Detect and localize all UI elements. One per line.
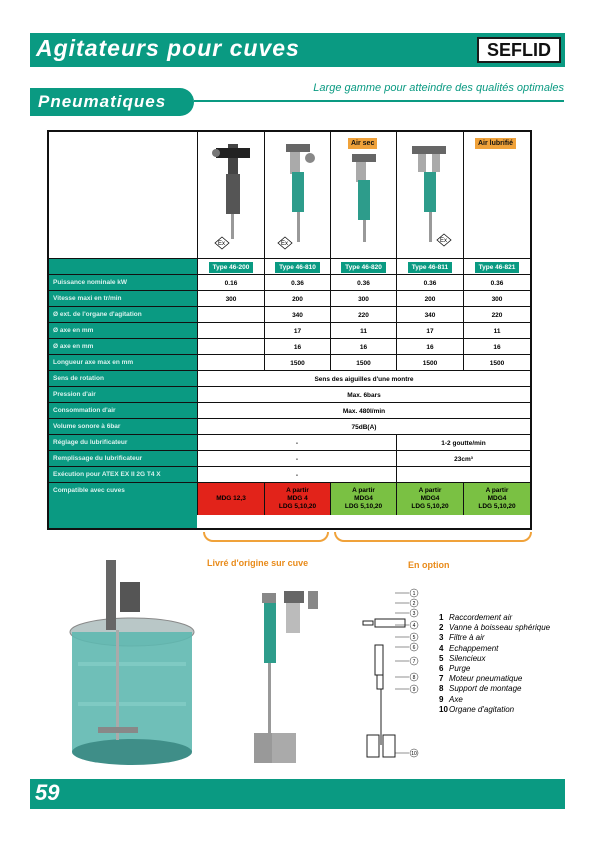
table-cell: Max. 6bars <box>197 387 530 403</box>
legend-text: Purge <box>449 664 471 674</box>
table-cell <box>197 355 264 371</box>
footer-bar <box>30 779 565 809</box>
mixer-photo <box>248 583 328 773</box>
row-label: Consommation d'air <box>53 407 116 414</box>
table-cell: 16 <box>264 339 330 355</box>
table-cell: 0.16 <box>197 275 264 291</box>
table-cell: 17 <box>264 323 330 339</box>
callout-10 <box>395 749 418 757</box>
table-cell: 0.36 <box>330 275 396 291</box>
legend-number: 7 <box>439 674 444 684</box>
callout-5 <box>395 633 418 641</box>
bracket-option <box>334 532 532 542</box>
legend-text: Organe d'agitation <box>449 704 515 714</box>
callout-3 <box>395 609 418 617</box>
table-cell: 1500 <box>330 355 396 371</box>
table-row <box>49 386 530 403</box>
table-cell: 200 <box>264 291 330 307</box>
legend-text: Filtre à air <box>449 633 485 643</box>
table-cell: - <box>197 467 396 483</box>
col-divider <box>330 132 331 258</box>
legend-text: Vanne à boisseau sphérique <box>449 623 551 633</box>
table-cell: 0.36 <box>396 275 463 291</box>
callout-1 <box>395 589 418 597</box>
product-image-46-200 <box>200 134 262 254</box>
svg-text:8: 8 <box>412 675 416 681</box>
section-tagline: Large gamme pour atteindre des qualités optimales <box>313 82 564 94</box>
row-label: Vitesse maxi en tr/min <box>53 295 122 302</box>
legend-item <box>439 664 550 674</box>
table-cell <box>264 259 330 275</box>
callout-6 <box>395 643 418 651</box>
legend-number: 1 <box>439 613 444 622</box>
table-cell: 0.36 <box>463 275 530 291</box>
svg-text:10: 10 <box>411 751 417 757</box>
row-label: Remplissage du lubrificateur <box>53 455 143 462</box>
legend-text: Raccordement air <box>449 613 513 622</box>
table-cell: 23cm³ <box>396 451 530 467</box>
table-cell <box>396 467 530 483</box>
type-label: Type 46-811 <box>408 262 452 273</box>
table-cell: 1500 <box>264 355 330 371</box>
legend-text: Silencieux <box>449 653 486 663</box>
table-cell: Sens des aiguilles d'une montre <box>197 371 530 387</box>
legend-item <box>439 613 550 623</box>
legend-item <box>439 623 550 633</box>
section-subtitle: Pneumatiques <box>38 92 167 111</box>
legend-text: Moteur pneumatique <box>449 674 523 684</box>
table-cell: 1500 <box>463 355 530 371</box>
col-divider <box>463 132 464 258</box>
table-row <box>49 450 530 467</box>
brand-logo: SEFLID <box>477 37 561 63</box>
table-cell <box>330 259 396 275</box>
row-label: Ø axe en mm <box>53 327 94 334</box>
row-label: Sens de rotation <box>53 375 104 382</box>
type-label: Type 46-821 <box>475 262 520 273</box>
legend-number: 3 <box>439 633 444 643</box>
table-cell: 11 <box>463 323 530 339</box>
table-cell <box>396 259 463 275</box>
atex-icon <box>277 236 293 250</box>
svg-text:Ex: Ex <box>281 241 289 247</box>
table-cell: A partir MDG4 LDG 5,10,20 <box>463 483 530 515</box>
table-cell: 220 <box>330 307 396 323</box>
svg-text:7: 7 <box>412 659 416 665</box>
table-cell: A partir MDG4 LDG 5,10,20 <box>396 483 463 515</box>
table-cell <box>463 259 530 275</box>
table-cell: 17 <box>396 323 463 339</box>
type-label: Type 46-200 <box>209 262 254 273</box>
table-row <box>49 370 530 387</box>
svg-text:5: 5 <box>412 635 416 641</box>
callout-4 <box>395 621 418 629</box>
caption-delivered: Livré d'origine sur cuve <box>207 558 309 568</box>
table-cell <box>197 323 264 339</box>
row-label: Longueur axe max en mm <box>53 359 134 366</box>
svg-text:6: 6 <box>412 645 416 651</box>
legend-item <box>439 705 550 715</box>
title-bar <box>30 33 565 67</box>
table-cell: 220 <box>463 307 530 323</box>
product-image-46-820 <box>332 134 394 254</box>
table-cell: 16 <box>330 339 396 355</box>
row-label: Réglage du lubrificateur <box>53 439 128 446</box>
table-row <box>49 322 530 339</box>
table-cell <box>197 307 264 323</box>
table-cell: 75dB(A) <box>197 419 530 435</box>
table-cell <box>197 259 264 275</box>
table-cell: 16 <box>396 339 463 355</box>
page-number: 59 <box>35 780 60 805</box>
legend-item <box>439 674 550 684</box>
atex-icon <box>214 236 230 250</box>
table-cell: 200 <box>396 291 463 307</box>
table-row <box>49 482 530 515</box>
svg-text:Ex: Ex <box>218 241 226 247</box>
row-label: Puissance nominale kW <box>53 279 128 286</box>
legend-item <box>439 684 550 694</box>
row-label: Ø axe en mm <box>53 343 94 350</box>
table-cell: 16 <box>463 339 530 355</box>
section-rule <box>194 100 564 102</box>
table-row <box>49 402 530 419</box>
table-cell: A partir MDG4 LDG 5,10,20 <box>330 483 396 515</box>
legend-item <box>439 633 550 643</box>
exploded-diagram <box>355 585 435 775</box>
table-row <box>49 466 530 483</box>
table-row <box>49 418 530 435</box>
page-title: Agitateurs pour cuves <box>36 35 300 61</box>
svg-text:2: 2 <box>412 601 416 607</box>
row-label: Compatible avec cuves <box>53 487 125 494</box>
table-row <box>49 434 530 451</box>
row-label: Ø ext. de l'organe d'agitation <box>53 311 142 318</box>
table-cell: 0.36 <box>264 275 330 291</box>
atex-icon <box>436 233 452 247</box>
table-row <box>49 290 530 307</box>
legend-number: 10 <box>439 704 448 714</box>
table-row <box>49 338 530 355</box>
table-cell: - <box>197 435 396 451</box>
callout-9 <box>395 685 418 693</box>
table-cell: 11 <box>330 323 396 339</box>
table-cell: 340 <box>264 307 330 323</box>
callout-7 <box>395 657 418 665</box>
row-label: Volume sonore à 6bar <box>53 423 121 430</box>
table-cell: 1500 <box>396 355 463 371</box>
table-cell: MDG 12,3 <box>197 483 264 515</box>
table-row <box>49 274 530 291</box>
table-cell: 340 <box>396 307 463 323</box>
legend-text: Support de montage <box>449 684 522 694</box>
legend-number: 5 <box>439 653 444 663</box>
bracket-delivered <box>203 532 329 542</box>
legend-item <box>439 644 550 654</box>
legend-number: 9 <box>439 694 444 704</box>
table-row <box>49 306 530 323</box>
legend-item <box>439 695 550 705</box>
tank-photo <box>68 552 196 770</box>
table-cell: 300 <box>463 291 530 307</box>
table-row <box>49 354 530 371</box>
legend-number: 8 <box>439 684 444 694</box>
callout-2 <box>395 599 418 607</box>
legend-text: Echappement <box>449 643 499 653</box>
row-label: Exécution pour ATEX EX II 2G T4 X <box>53 471 161 478</box>
col-divider <box>197 132 198 258</box>
table-row <box>49 258 530 275</box>
caption-option: En option <box>408 560 450 570</box>
badge-air-lubricated: Air lubrifié <box>475 138 516 149</box>
table-cell: - <box>197 451 396 467</box>
svg-text:4: 4 <box>412 623 416 629</box>
legend-text: Axe <box>449 694 463 704</box>
svg-text:1: 1 <box>412 591 416 597</box>
section-pill <box>30 88 194 116</box>
type-label: Type 46-810 <box>275 262 320 273</box>
table-cell: 300 <box>330 291 396 307</box>
svg-text:3: 3 <box>412 611 416 617</box>
badge-air-dry: Air sec <box>348 138 377 149</box>
parts-legend <box>439 613 550 715</box>
table-cell: 300 <box>197 291 264 307</box>
product-image-46-810 <box>266 134 328 254</box>
table-cell <box>197 339 264 355</box>
row-label: Pression d'air <box>53 391 96 398</box>
col-divider <box>396 132 397 258</box>
svg-text:9: 9 <box>412 687 416 693</box>
table-cell: 1-2 goutte/min <box>396 435 530 451</box>
legend-number: 6 <box>439 664 444 674</box>
callout-8 <box>395 673 418 681</box>
table-cell: Max. 480l/min <box>197 403 530 419</box>
type-label: Type 46-820 <box>341 262 386 273</box>
table-cell: A partir MDG 4 LDG 5,10,20 <box>264 483 330 515</box>
legend-number: 2 <box>439 623 444 633</box>
svg-text:Ex: Ex <box>440 238 448 244</box>
legend-number: 4 <box>439 643 444 653</box>
col-divider <box>264 132 265 258</box>
legend-item <box>439 654 550 664</box>
